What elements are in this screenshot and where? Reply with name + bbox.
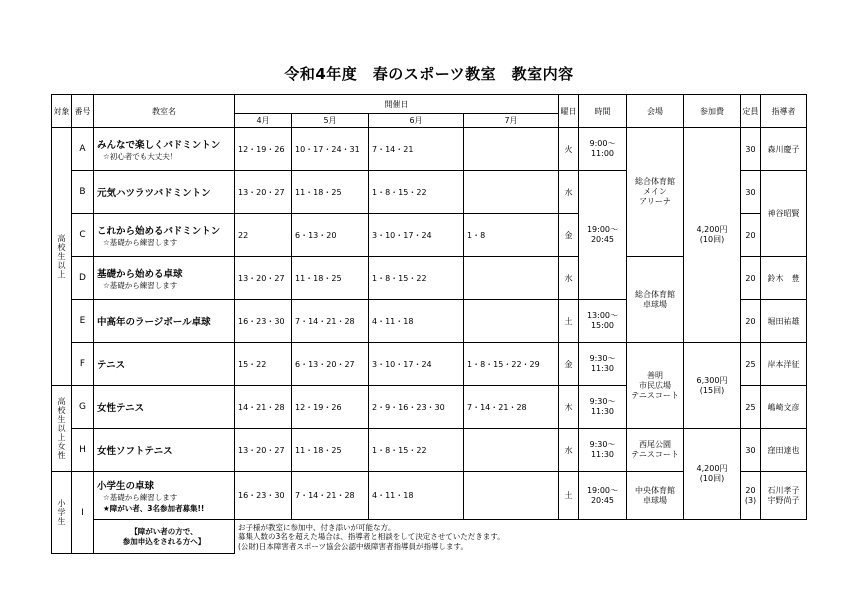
capacity: 20: [741, 300, 761, 343]
dates-april: 13・20・27: [235, 257, 292, 300]
dates-may: 6・13・20: [292, 214, 369, 257]
weekday: 火: [559, 128, 579, 171]
dates-june: 1・8・15・22: [369, 429, 464, 472]
class-name: 基礎から始める卓球: [97, 268, 183, 280]
class-name: 女性テニス: [97, 403, 145, 414]
fee-hi: 4,200円 (10回): [684, 429, 741, 520]
row-number: B: [72, 171, 94, 214]
capacity: 25: [741, 343, 761, 386]
dates-june: 4・11・18: [369, 300, 464, 343]
weekday: 木: [559, 386, 579, 429]
instructor: 神谷昭賢: [761, 171, 807, 257]
target-adult: 高校生以上: [52, 128, 72, 386]
row-number: I: [72, 472, 94, 554]
dates-may: 12・19・26: [292, 386, 369, 429]
dates-may: 7・14・21・28: [292, 300, 369, 343]
dates-july: [464, 128, 559, 171]
row-number: E: [72, 300, 94, 343]
class-name-cell: [94, 472, 235, 520]
dates-july: [464, 472, 559, 520]
class-name: 女性ソフトテニス: [97, 446, 173, 457]
row-number: D: [72, 257, 94, 300]
target-women: 高校生以上女性: [52, 386, 72, 472]
dates-july: 7・14・21・28: [464, 386, 559, 429]
note-label: 【障がい者の方で、 参加申込をされる方へ】: [94, 520, 235, 554]
class-name: 中高年のラージボール卓球: [97, 317, 211, 328]
venue-gym-table-tennis: 総合体育館 卓球場: [627, 257, 684, 343]
header-time: 時間: [579, 95, 627, 128]
time: 9:00～ 11:00: [579, 128, 627, 171]
class-name: これから始めるバドミントン: [97, 225, 221, 237]
row-number: A: [72, 128, 94, 171]
dates-may: 7・14・21・28: [292, 472, 369, 520]
header-weekday: 曜日: [559, 95, 579, 128]
class-name-cell: [94, 214, 235, 257]
venue-zenmei-tennis: 善明 市民広場 テニスコート: [627, 343, 684, 429]
time: 19:00～ 20:45: [579, 472, 627, 520]
row-number: G: [72, 386, 94, 429]
header-target: 対象: [52, 95, 72, 128]
class-name-cell: [94, 300, 235, 343]
dates-june: 1・8・15・22: [369, 171, 464, 214]
table-row: [52, 429, 807, 472]
dates-april: 12・19・26: [235, 128, 292, 171]
header-instructor: 指導者: [761, 95, 807, 128]
instructor: 嶋崎文彦: [761, 386, 807, 429]
dates-may: 6・13・20・27: [292, 343, 369, 386]
class-name-cell: [94, 257, 235, 300]
class-name: 小学生の卓球: [97, 480, 155, 492]
header-class-name: 教室名: [94, 95, 235, 128]
dates-june: 1・8・15・22: [369, 257, 464, 300]
class-name-cell: [94, 171, 235, 214]
weekday: 水: [559, 257, 579, 300]
dates-april: 15・22: [235, 343, 292, 386]
class-name: 元気ハツラツバドミントン: [97, 188, 211, 199]
month-july: 7月: [464, 114, 559, 128]
capacity: 20: [741, 257, 761, 300]
venue-gym-main: 総合体育館 メイン アリーナ: [627, 128, 684, 257]
venue-nishio-tennis: 西尾公園 テニスコート: [627, 429, 684, 472]
class-name-cell: [94, 128, 235, 171]
row-number: C: [72, 214, 94, 257]
target-elementary: 小学生: [52, 472, 72, 554]
fee-ae: 4,200円 (10回): [684, 128, 741, 343]
month-june: 6月: [369, 114, 464, 128]
weekday: 金: [559, 343, 579, 386]
time: 19:00～ 20:45: [579, 171, 627, 300]
dates-april: 14・21・28: [235, 386, 292, 429]
row-number: H: [72, 429, 94, 472]
instructor: 森川慶子: [761, 128, 807, 171]
instructor: 鈴木 豊: [761, 257, 807, 300]
class-note-recruit: ★障がい者、3名参加者募集!!: [103, 503, 205, 513]
dates-may: 10・17・24・31: [292, 128, 369, 171]
instructor: 堀田祐雄: [761, 300, 807, 343]
dates-june: 3・10・17・24: [369, 214, 464, 257]
weekday: 水: [559, 171, 579, 214]
dates-june: 2・9・16・23・30: [369, 386, 464, 429]
dates-july: [464, 300, 559, 343]
header-number: 番号: [72, 95, 94, 128]
time: 13:00～ 15:00: [579, 300, 627, 343]
capacity: 30: [741, 128, 761, 171]
header-fee: 参加費: [684, 95, 741, 128]
dates-june: 3・10・17・24: [369, 343, 464, 386]
weekday: 金: [559, 214, 579, 257]
venue-central-table-tennis: 中央体育館 卓球場: [627, 472, 684, 520]
table-row: [52, 128, 807, 171]
class-name-cell: [94, 386, 235, 429]
class-note: ☆基礎から練習します: [103, 492, 178, 502]
fee-fg: 6,300円 (15回): [684, 343, 741, 429]
capacity: 25: [741, 386, 761, 429]
dates-july: 1・8・15・22・29: [464, 343, 559, 386]
dates-april: 16・23・30: [235, 300, 292, 343]
dates-july: [464, 171, 559, 214]
capacity: 30: [741, 429, 761, 472]
dates-july: [464, 257, 559, 300]
weekday: 土: [559, 300, 579, 343]
row-number: F: [72, 343, 94, 386]
header-capacity: 定員: [741, 95, 761, 128]
capacity: 20: [741, 214, 761, 257]
class-note: ☆基礎から練習します: [103, 237, 178, 247]
instructor: 窪田達也: [761, 429, 807, 472]
class-schedule-table: [51, 94, 807, 554]
dates-april: 13・20・27: [235, 429, 292, 472]
weekday: 土: [559, 472, 579, 520]
month-may: 5月: [292, 114, 369, 128]
note-row: [52, 520, 807, 554]
class-name-cell: [94, 429, 235, 472]
instructor: 石川孝子 宇野尚子: [761, 472, 807, 520]
time: 9:30～ 11:30: [579, 429, 627, 472]
dates-may: 11・18・25: [292, 257, 369, 300]
table-row: [52, 343, 807, 386]
month-april: 4月: [235, 114, 292, 128]
page-title: 令和4年度 春のスポーツ教室 教室内容: [284, 65, 574, 83]
capacity: 30: [741, 171, 761, 214]
class-name-cell: [94, 343, 235, 386]
time: 9:30～ 11:30: [579, 343, 627, 386]
class-name: みんなで楽しくバドミントン: [97, 139, 221, 151]
dates-june: 4・11・18: [369, 472, 464, 520]
dates-may: 11・18・25: [292, 429, 369, 472]
capacity: 20 (3): [741, 472, 761, 520]
dates-april: 22: [235, 214, 292, 257]
dates-july: 1・8: [464, 214, 559, 257]
dates-june: 7・14・21: [369, 128, 464, 171]
class-note: ☆初心者でも大丈夫！: [103, 151, 178, 161]
dates-april: 13・20・27: [235, 171, 292, 214]
header-venue: 会場: [627, 95, 684, 128]
class-name: テニス: [97, 360, 126, 371]
dates-april: 16・23・30: [235, 472, 292, 520]
dates-july: [464, 429, 559, 472]
header-schedule: 開催日: [235, 95, 559, 114]
dates-may: 11・18・25: [292, 171, 369, 214]
class-note: ☆基礎から練習します: [103, 280, 178, 290]
time: 9:30～ 11:30: [579, 386, 627, 429]
instructor: 岸本洋征: [761, 343, 807, 386]
weekday: 水: [559, 429, 579, 472]
note-text: お子様が教室に参加中、付き添いが可能な方。 募集人数の3名を超えた場合は、指導者と相談をして決定させていただきます。 (公財)日本障害者スポーツ協会公認中級障害者指導員が指導します。: [235, 520, 807, 554]
